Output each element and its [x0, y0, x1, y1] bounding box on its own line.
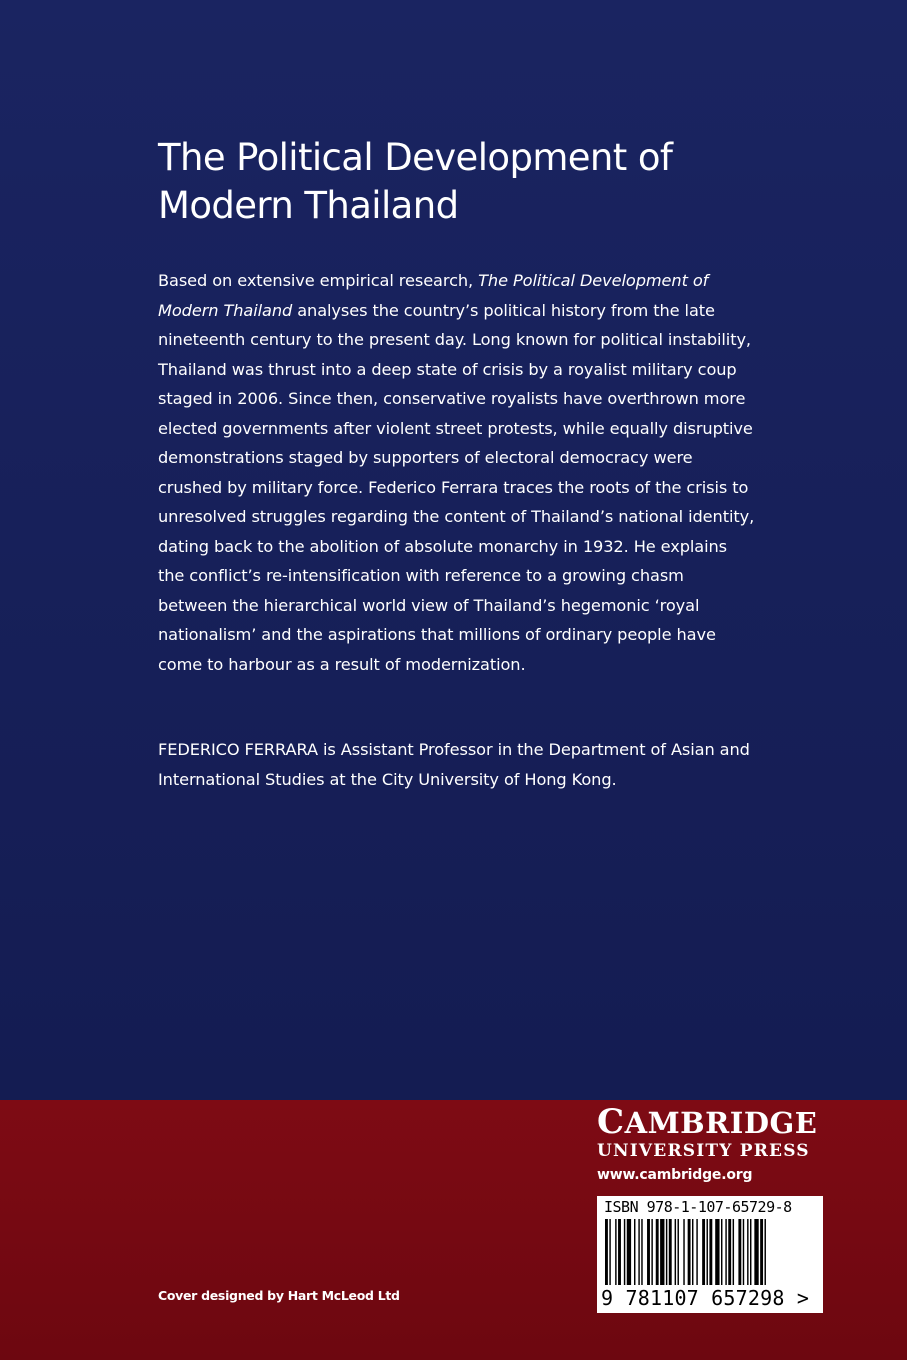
barcode-bar — [688, 1219, 691, 1285]
blurb-paragraph — [158, 266, 758, 679]
publisher-subtitle: UNIVERSITY PRESS — [597, 1141, 810, 1161]
publisher-logo — [597, 1102, 837, 1186]
blurb-book-title: The Political Development of Modern Thailand — [158, 271, 709, 320]
barcode-bar — [765, 1219, 766, 1285]
barcode-bar — [678, 1219, 679, 1285]
barcode-bar — [651, 1219, 652, 1285]
barcode-bar — [634, 1219, 635, 1285]
blurb-body: analyses the country’s political history from the late nineteenth century to the present day. Long known for political instability, Thailand was thrust into a deep state of crisis by a royalist military coup staged in 2006. Since then, conservative royalists have overthrown more elected governments after violent street protests, while equally disruptive demonstrations staged by supporters of electoral democracy were crushed by military force. Federico Ferrara traces the roots of the crisis to unresolved struggles regarding the content of Thailand’s national identity, dating back to the abolition of absolute monarchy in 1932. He explains the conflict’s re-intensification with reference to a growing chasm between the hierarchical world view of Thailand’s hegemonic ‘royal nationalism’ and the aspirations that millions of ordinary people have come to harbour as a result of modernization. — [158, 300, 755, 674]
barcode-bar — [728, 1219, 731, 1285]
barcode-bar — [641, 1219, 642, 1285]
isbn-label: ISBN 978-1-107-65729-8 — [604, 1198, 792, 1216]
barcode-bar — [615, 1219, 616, 1285]
barcode-bar — [656, 1219, 659, 1285]
barcode-bar — [675, 1219, 676, 1285]
publisher-name-initial: C — [597, 1102, 625, 1142]
barcode-digits: 9 781107 657298 > — [601, 1286, 810, 1310]
barcode-bar — [609, 1219, 610, 1285]
cover-credit: Cover designed by Hart McLeod Ltd — [158, 1288, 400, 1303]
barcode-bar — [666, 1219, 667, 1285]
barcode-box — [597, 1196, 823, 1313]
publisher-name — [597, 1102, 837, 1142]
barcode-bar — [747, 1219, 748, 1285]
barcode-bar — [696, 1219, 697, 1285]
barcode-bar — [725, 1219, 726, 1285]
barcode-bar — [750, 1219, 751, 1285]
barcode-bar — [660, 1219, 664, 1285]
publisher-name-rest: AMBRIDGE — [624, 1106, 818, 1140]
barcode-bar — [738, 1219, 741, 1285]
barcode-bar — [733, 1219, 734, 1285]
barcode-bar — [743, 1219, 744, 1285]
barcode-bar — [692, 1219, 693, 1285]
barcode-bar — [647, 1219, 650, 1285]
blurb-lead: Based on extensive empirical research, — [158, 271, 479, 290]
barcode-bars — [603, 1219, 817, 1287]
barcode-bar — [715, 1219, 719, 1285]
barcode-bar — [709, 1219, 712, 1285]
barcode-bar — [760, 1219, 763, 1285]
book-title: The Political Development of Modern Thailand — [158, 136, 673, 227]
barcode-bar — [721, 1219, 722, 1285]
author-bio: FEDERICO FERRARA is Assistant Professor in the Department of Asian and International Studies at the City University of Hong Kong. — [158, 740, 750, 789]
barcode-bar — [618, 1219, 621, 1285]
barcode-bar — [754, 1219, 758, 1285]
barcode-bar — [624, 1219, 625, 1285]
barcode-bar — [638, 1219, 639, 1285]
barcode-bar — [702, 1219, 705, 1285]
barcode-bar — [669, 1219, 672, 1285]
barcode-bar — [707, 1219, 708, 1285]
barcode-bar — [683, 1219, 684, 1285]
barcode-bar — [627, 1219, 631, 1285]
publisher-url[interactable]: www.cambridge.org — [597, 1167, 753, 1183]
barcode-bar — [605, 1219, 608, 1285]
